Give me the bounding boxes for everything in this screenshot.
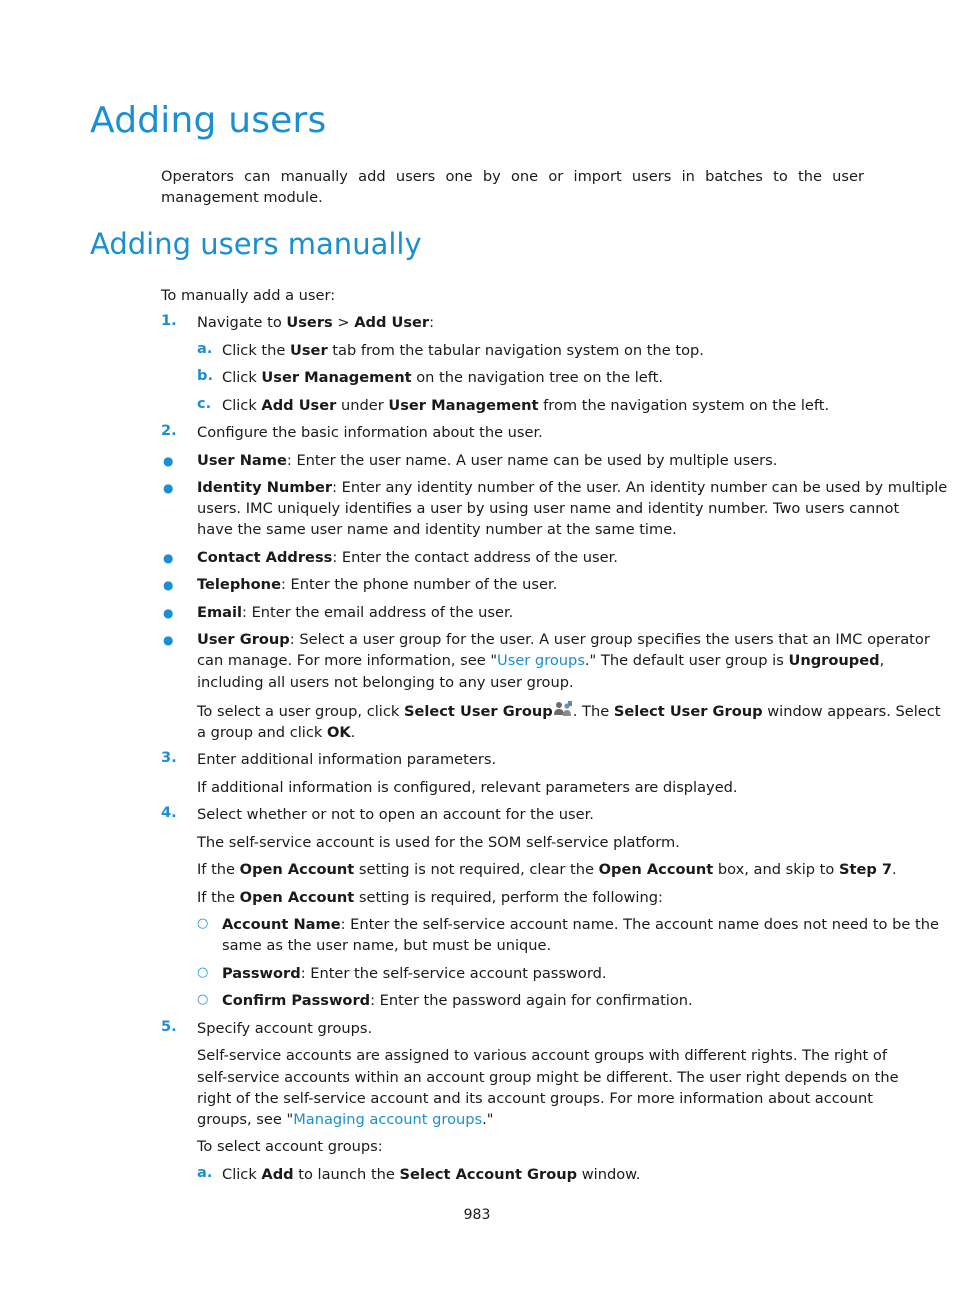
- sub-confirm-text: : Enter the password again for confirmation.: [370, 992, 693, 1009]
- step-1b-pre: Click: [222, 369, 262, 386]
- step-1-pre: Navigate to: [197, 314, 287, 331]
- managing-account-groups-link[interactable]: Managing account groups: [293, 1111, 483, 1128]
- bullet-email-text: : Enter the email address of the user.: [242, 604, 514, 621]
- bullet-identity-line2: users. IMC uniquely identifies a user by using user name and identity number. Two users cannot: [197, 500, 900, 517]
- step-5-number: 5.: [161, 1018, 177, 1035]
- select-para-l2-pre: a group and click: [197, 724, 327, 741]
- bullet-icon: ●: [163, 578, 174, 592]
- user-group-l2-mid: ." The default user group is: [584, 652, 789, 669]
- bullet-icon: ●: [163, 481, 174, 495]
- sub-confirm-password: [222, 990, 693, 1011]
- bullet-telephone: [197, 574, 557, 595]
- step-5a-label: a.: [197, 1164, 213, 1181]
- step-1b-label: b.: [197, 367, 213, 384]
- step-5-para-line2: self-service accounts within an account group might be different. The user right depends on the: [197, 1069, 899, 1086]
- para2-bold3: Step 7: [838, 861, 893, 878]
- step-5-lead2: To select account groups:: [197, 1138, 383, 1155]
- bullet-user-group-line3: including all users not belonging to any user group.: [197, 674, 574, 691]
- step-5a-post: window.: [577, 1166, 641, 1183]
- sub-account-name-l1: : Enter the self-service account name. The account name does not need to be the: [340, 916, 939, 933]
- select-para-bold2: Select User Group: [613, 703, 763, 720]
- select-para-mid: . The: [572, 703, 614, 720]
- step-1c-pre: Click: [222, 397, 262, 414]
- para2-bold1: Open Account: [239, 861, 355, 878]
- bullet-user-group-l1: : Select a user group for the user. A user group specifies the users that an IMC operator: [289, 631, 930, 648]
- user-groups-link[interactable]: User groups: [497, 652, 585, 669]
- bullet-telephone-label: Telephone: [197, 576, 281, 593]
- bullet-identity-number: [197, 477, 947, 498]
- sub-account-name: [222, 914, 939, 935]
- user-group-ungrouped: Ungrouped: [788, 652, 880, 669]
- step-5a-add: Add: [261, 1166, 294, 1183]
- step-2-text: Configure the basic information about the user.: [197, 424, 543, 441]
- bullet-contact-label: Contact Address: [197, 549, 333, 566]
- bullet-contact-address: [197, 547, 618, 568]
- bullet-identity-line3: have the same user name and identity number at the same time.: [197, 521, 677, 538]
- user-group-l2-pre: can manage. For more information, see ": [197, 652, 498, 669]
- step-1c-text: [222, 395, 829, 416]
- step-4-para1: The self-service account is used for the SOM self-service platform.: [197, 834, 680, 851]
- user-group-l2-post: ,: [879, 652, 885, 669]
- sub-password-text: : Enter the self-service account password.: [300, 965, 607, 982]
- step-3-text: Enter additional information parameters.: [197, 751, 497, 768]
- step-1-add-user: Add User: [354, 314, 430, 331]
- bullet-user-name-label: User Name: [197, 452, 287, 469]
- sub-account-name-label: Account Name: [222, 916, 341, 933]
- step-5a-mid: to launch the: [293, 1166, 400, 1183]
- circle-bullet-icon: ○: [197, 965, 209, 980]
- step-1a-text: [222, 340, 704, 361]
- page-number: 983: [463, 1207, 491, 1223]
- step-1c-post: from the navigation system on the left.: [538, 397, 830, 414]
- para2-mid2: box, and skip to: [713, 861, 839, 878]
- step-1-sep: >: [332, 314, 355, 331]
- select-user-group-para: [197, 701, 941, 722]
- para2-bold2: Open Account: [598, 861, 714, 878]
- step-1b-text: [222, 367, 663, 388]
- bullet-icon: ●: [163, 606, 174, 620]
- step-2-number: 2.: [161, 422, 177, 439]
- bullet-email: [197, 602, 513, 623]
- step-1a-pre: Click the: [222, 342, 291, 359]
- bullet-identity-label: Identity Number: [197, 479, 333, 496]
- para3-pre: If the: [197, 889, 240, 906]
- step-1c-label: c.: [197, 395, 212, 412]
- step-5-l4-post: .": [482, 1111, 494, 1128]
- circle-bullet-icon: ○: [197, 916, 209, 931]
- circle-bullet-icon: ○: [197, 992, 209, 1007]
- step-1a-post: tab from the tabular navigation system on the top.: [327, 342, 704, 359]
- para2-mid1: setting is not required, clear the: [354, 861, 599, 878]
- page-title: Adding users: [90, 100, 327, 141]
- bullet-user-group-line2: [197, 650, 884, 671]
- step-1c-bold1: Add User: [261, 397, 337, 414]
- bullet-icon: ●: [163, 633, 174, 647]
- select-para-post: window appears. Select: [762, 703, 941, 720]
- step-1-number: 1.: [161, 312, 177, 329]
- bullet-telephone-text: : Enter the phone number of the user.: [280, 576, 558, 593]
- lead-text: To manually add a user:: [161, 287, 336, 304]
- bullet-icon: ●: [163, 454, 174, 468]
- step-3-para: If additional information is configured, relevant parameters are displayed.: [197, 779, 738, 796]
- step-3-number: 3.: [161, 749, 177, 766]
- sub-password: [222, 963, 607, 984]
- step-4-text: Select whether or not to open an account for the user.: [197, 806, 594, 823]
- bullet-user-name-text: : Enter the user name. A user name can be used by multiple users.: [286, 452, 778, 469]
- select-para-ok: OK: [326, 724, 351, 741]
- step-4-para2: [197, 859, 897, 880]
- step-1a-label: a.: [197, 340, 213, 357]
- bullet-user-name: [197, 450, 777, 471]
- sub-account-name-line2: same as the user name, but must be unique.: [222, 937, 552, 954]
- select-user-group-line2: [197, 722, 355, 743]
- step-1b-post: on the navigation tree on the left.: [411, 369, 663, 386]
- step-1c-bold2: User Management: [388, 397, 539, 414]
- step-1a-bold: User: [290, 342, 328, 359]
- bullet-contact-text: : Enter the contact address of the user.: [332, 549, 618, 566]
- section-title: Adding users manually: [90, 227, 422, 261]
- step-5-para-line1: Self-service accounts are assigned to various account groups with different rights. The right of: [197, 1047, 887, 1064]
- bullet-user-group-label: User Group: [197, 631, 290, 648]
- select-para-pre: To select a user group, click: [197, 703, 404, 720]
- para3-bold: Open Account: [239, 889, 355, 906]
- step-1-users: Users: [286, 314, 333, 331]
- intro-paragraph: Operators can manually add users one by one or import users in batches to the user management module.: [161, 168, 864, 206]
- para3-post: setting is required, perform the following:: [354, 889, 663, 906]
- sub-confirm-label: Confirm Password: [222, 992, 371, 1009]
- step-1-colon: :: [429, 314, 435, 331]
- bullet-icon: ●: [163, 551, 174, 565]
- step-4-para3: [197, 887, 663, 908]
- bullet-identity-l1: : Enter any identity number of the user. An identity number can be used by multiple: [332, 479, 948, 496]
- step-5-l4-pre: groups, see ": [197, 1111, 294, 1128]
- step-1-text: [197, 312, 434, 333]
- step-1b-bold: User Management: [261, 369, 412, 386]
- step-5-para-line3: right of the self-service account and its account groups. For more information about account: [197, 1090, 873, 1107]
- select-para-l2-post: .: [350, 724, 356, 741]
- select-para-bold1: Select User Group: [403, 703, 553, 720]
- step-5a-pre: Click: [222, 1166, 262, 1183]
- step-1c-mid: under: [336, 397, 389, 414]
- step-5a-window: Select Account Group: [399, 1166, 578, 1183]
- user-group-icon: [553, 701, 573, 719]
- para2-pre: If the: [197, 861, 240, 878]
- step-5-para-line4: [197, 1109, 494, 1130]
- step-5-text: Specify account groups.: [197, 1020, 373, 1037]
- sub-password-label: Password: [222, 965, 301, 982]
- bullet-email-label: Email: [197, 604, 243, 621]
- step-5a-text: [222, 1164, 640, 1185]
- para2-post: .: [892, 861, 897, 878]
- bullet-user-group: [197, 629, 930, 650]
- step-4-number: 4.: [161, 804, 177, 821]
